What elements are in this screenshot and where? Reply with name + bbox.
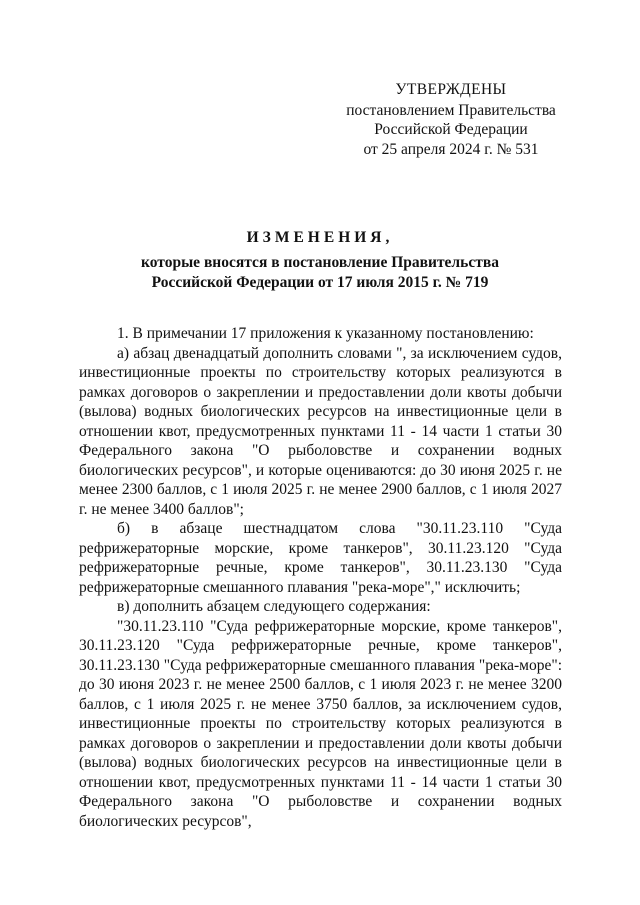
paragraph-quoted-addition: "30.11.23.110 "Суда рефрижераторные морские, кроме танкеров", 30.11.23.120 "Суда рефрижераторные речные, кроме танкеров", 30.11.23.130 "Суда рефрижераторные смешанного плавания "река-море": до 30 июня 2023 г. не менее 2500 баллов, с 1 июля 2023 г. не менее 3200 баллов, с 1 июля 2025 г. не менее 3750 баллов, за исключением судов, инвестиционные проекты по строительству которых реализуются в рамках договоров о закреплении и предоставлении доли квоты добычи (вылова) водных биологических ресурсов на инвестиционные цели в отношении квот, предусмотренных пунктами 11 - 14 части 1 статьи 30 Федерального закона "О рыболовстве и сохранении водных биологических ресурсов", (79, 617, 562, 830)
document-body (79, 324, 562, 831)
approval-line-2: Российской Федерации (374, 121, 528, 138)
approval-line-3: от 25 апреля 2024 г. № 531 (363, 140, 539, 158)
paragraph-item-1: 1. В примечании 17 приложения к указанному постановлению: (117, 325, 534, 342)
paragraph-subitem-a: а) абзац двенадцатый дополнить словами ", за исключением судов, инвестиционные проекты по строительству которых реализуются в рамках договоров о закреплении и предоставлении доли квоты добычи (вылова) водных биологических ресурсов на инвестиционные цели в отношении квот, предусмотренных пунктами 11 - 14 части 1 статьи 30 Федерального закона "О рыболовстве и сохранении водных биологических ресурсов", и которые оцениваются: до 30 июня 2025 г. не менее 2300 баллов, с 1 июля 2025 г. не менее 2900 баллов, с 1 июля 2027 г. не менее 3400 баллов"; (79, 344, 562, 518)
approval-title: УТВЕРЖДЕНЫ (395, 81, 507, 98)
heading-title: ИЗМЕНЕНИЯ, (246, 229, 394, 246)
document-heading (80, 228, 560, 292)
approval-line-1: постановлением Правительства (346, 101, 556, 119)
approval-block (340, 80, 562, 159)
paragraph-subitem-c: в) дополнить абзацем следующего содержания: (117, 598, 431, 615)
paragraph-subitem-b: б) в абзаце шестнадцатом слова "30.11.23.110 "Суда рефрижераторные морские, кроме танкеров", 30.11.23.120 "Суда рефрижераторные речные, кроме танкеров", 30.11.23.130 "Суда рефрижераторные смешанного плавания "река-море"," исключить; (79, 520, 562, 596)
heading-subtitle-line-2: Российской Федерации от 17 июля 2015 г. № 719 (151, 273, 489, 291)
heading-subtitle-line-1: которые вносятся в постановление Правительства (141, 254, 499, 271)
